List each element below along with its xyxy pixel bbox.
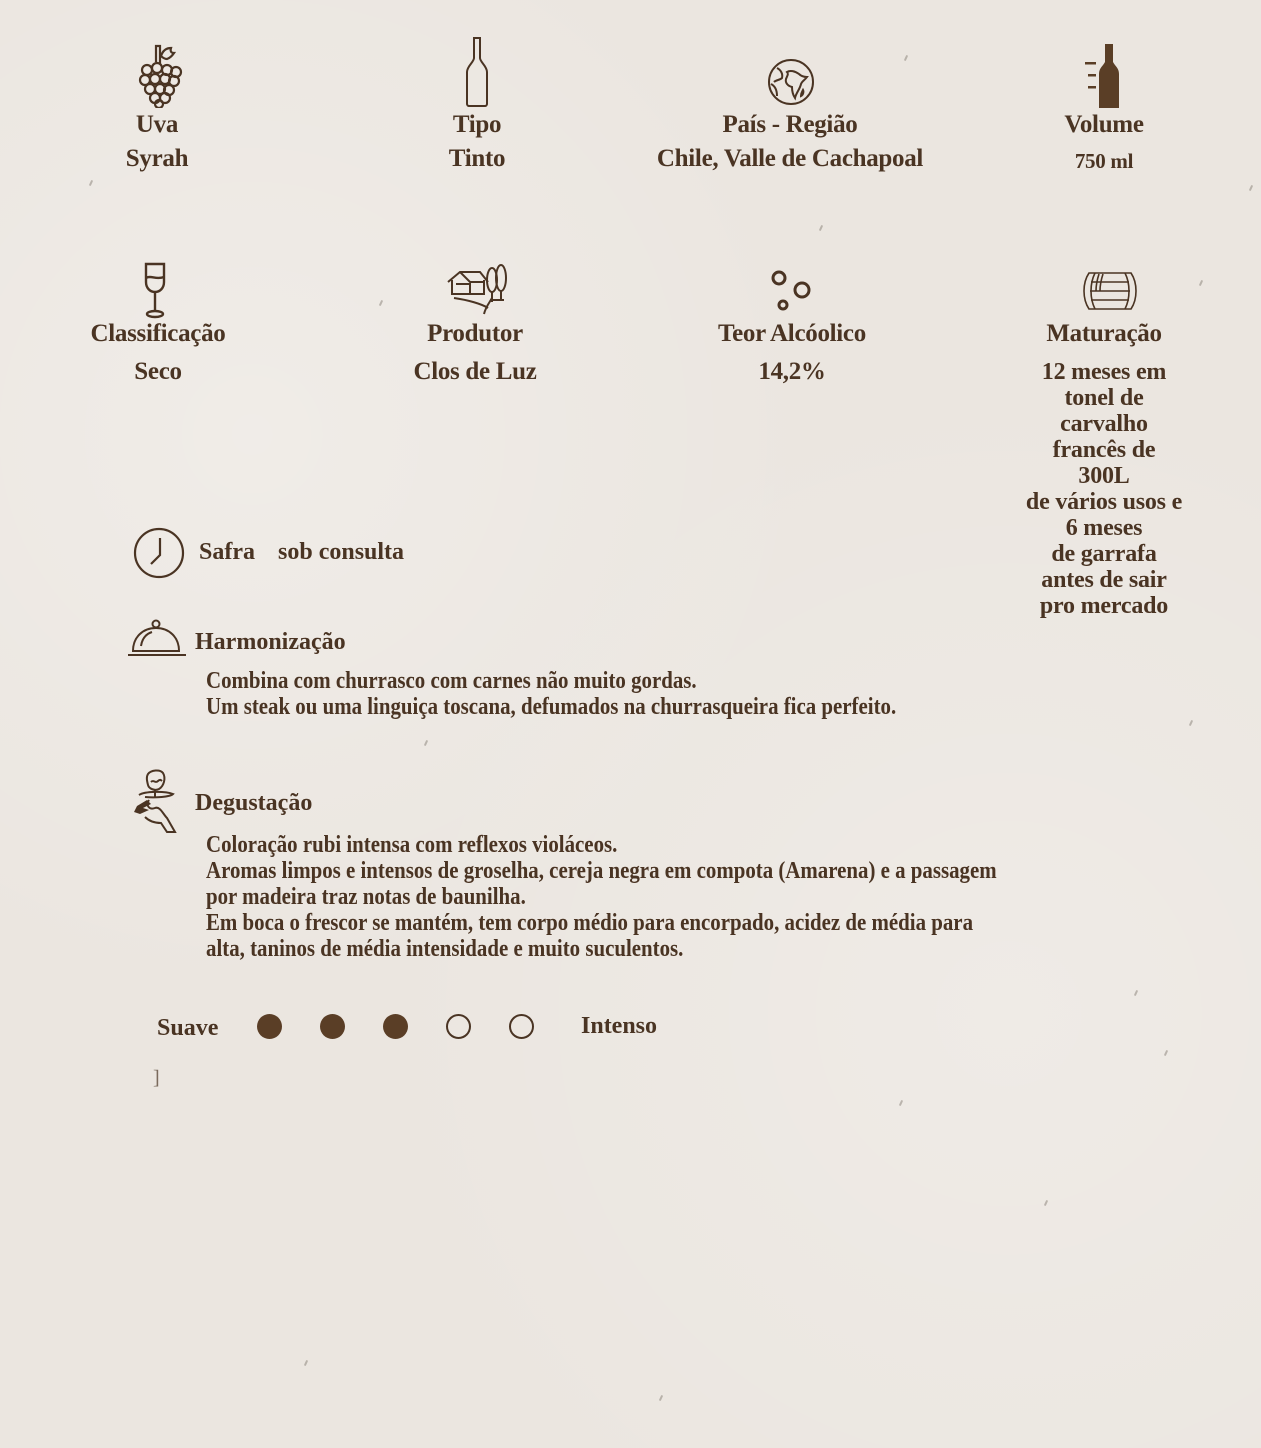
- safra-value: sob consulta: [278, 539, 405, 565]
- maturation-line: 12 meses em tonel de: [1041, 359, 1167, 411]
- spec-label: Maturação: [1046, 320, 1162, 347]
- spec-type: [449, 110, 505, 174]
- intensity-dot-filled: [257, 1014, 282, 1039]
- degustacao-title: Degustação: [195, 790, 313, 816]
- bottle-volume-icon: [1083, 44, 1123, 110]
- maturation-line: carvalho francês de 300L: [1052, 411, 1156, 489]
- spec-value: 750 ml: [1074, 149, 1134, 173]
- barrel-icon: [1081, 270, 1139, 312]
- intensity-min-label: Suave: [157, 1015, 219, 1041]
- text-line: Um steak ou uma linguiça toscana, defumados na churrasqueira fica perfeito.: [206, 694, 897, 720]
- intensity-dot-empty: [509, 1014, 534, 1039]
- spec-label: Tipo: [452, 111, 502, 138]
- spec-volume: [1064, 110, 1143, 176]
- spec-alcohol: [718, 319, 866, 387]
- cloche-icon: [127, 618, 187, 658]
- spec-value: Tinto: [448, 145, 506, 172]
- globe-icon: [767, 58, 815, 106]
- winery-icon: [444, 260, 510, 316]
- spec-value: 14,2%: [758, 358, 826, 385]
- harmonizacao-title: Harmonização: [195, 629, 346, 655]
- spec-value: Syrah: [125, 145, 189, 172]
- spec-label: Produtor: [427, 320, 523, 347]
- text-line: Coloração rubi intensa com reflexos violáceos.: [206, 832, 618, 858]
- maturation-line: de garrafa antes de sair: [1041, 541, 1167, 593]
- degustacao-text: [206, 832, 997, 962]
- spec-label: País - Região: [722, 111, 858, 138]
- maturation-line: pro mercado: [1039, 593, 1169, 619]
- harmonizacao-text: [206, 668, 896, 720]
- text-line: por madeira traz notas de baunilha.: [206, 884, 526, 910]
- intensity-dot-filled: [320, 1014, 345, 1039]
- bottle-outline-icon: [465, 36, 489, 108]
- maturation-line: de vários usos e 6 meses: [1025, 489, 1183, 541]
- spec-country-region: [657, 110, 923, 174]
- spec-label: Uva: [135, 111, 179, 138]
- spec-label: Classificação: [90, 320, 226, 347]
- spec-label: Volume: [1064, 111, 1144, 138]
- clock-icon: [133, 527, 185, 579]
- intensity-dot-empty: [446, 1014, 471, 1039]
- bubbles-icon: [769, 268, 815, 314]
- spec-producer: [413, 319, 536, 387]
- spec-value: Clos de Luz: [413, 358, 537, 385]
- spec-value: [1026, 359, 1183, 619]
- wine-glass-icon: [142, 262, 168, 320]
- stray-bracket-mark: ]: [153, 1067, 160, 1089]
- spec-label: Teor Alcóolico: [718, 320, 866, 347]
- spec-value: Chile, Valle de Cachapoal: [656, 145, 924, 172]
- text-line: Em boca o frescor se mantém, tem corpo médio para encorpado, acidez de média para: [206, 910, 974, 936]
- spec-classification: [91, 319, 226, 387]
- text-line: Combina com churrasco com carnes não muito gordas.: [206, 668, 697, 694]
- text-line: alta, taninos de média intensidade e muito suculentos.: [206, 936, 684, 962]
- spec-maturation: [1026, 319, 1183, 619]
- intensity-dot-filled: [383, 1014, 408, 1039]
- spec-value: Seco: [134, 358, 182, 385]
- spec-grape: [126, 110, 188, 174]
- tasting-hand-icon: [133, 768, 183, 836]
- intensity-max-label: Intenso: [581, 1013, 658, 1039]
- safra-label: Safra: [199, 539, 255, 565]
- grape-icon: [137, 42, 183, 108]
- text-line: Aromas limpos e intensos de groselha, cereja negra em compota (Amarena) e a passagem: [206, 858, 997, 884]
